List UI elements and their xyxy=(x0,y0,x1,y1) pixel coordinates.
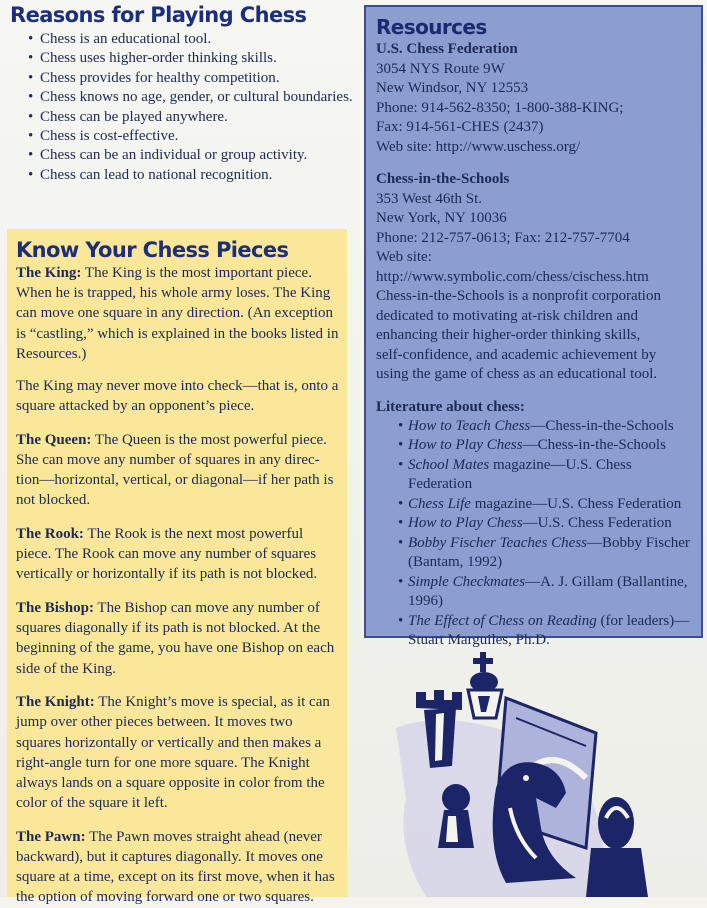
chess-pieces-illustration xyxy=(386,648,676,897)
schools-description: self-confidence, and academic achievement by xyxy=(376,346,657,363)
schools-phone: Phone: 212-757-0613; Fax: 212-757-7704 xyxy=(376,229,630,246)
uscf-contact xyxy=(376,40,691,157)
list-item: • Chess can be an individual or group activity. xyxy=(10,146,360,165)
uscf-fax: Fax: 914-561-CHES (2437) xyxy=(376,119,544,135)
list-item xyxy=(376,612,691,651)
queen-paragraph xyxy=(16,430,339,511)
uscf-name: U.S. Chess Federation xyxy=(376,41,518,57)
list-item xyxy=(376,495,691,515)
king-paragraph xyxy=(16,263,339,364)
rook-text: The Rook is the next most powerful piece. The Rook can move any number of squares vertically or horizontally if its path is not blocked. xyxy=(16,526,318,583)
schools-address-line: 353 West 46th St. xyxy=(376,190,483,207)
knight-label: The Knight: xyxy=(16,694,95,711)
list-item xyxy=(376,514,691,534)
list-item: • Chess is cost-effective. xyxy=(10,127,360,146)
pieces-title: Know Your Chess Pieces xyxy=(16,238,289,262)
list-item: • Chess is an educational tool. xyxy=(10,30,360,49)
schools-website-label: Web site: xyxy=(376,249,432,265)
book-source: —Bobby Fischer (Bantam, 1992) xyxy=(408,534,690,570)
list-item xyxy=(376,534,691,573)
resources-title: Resources xyxy=(376,15,487,39)
bishop-paragraph xyxy=(16,598,339,679)
knight-text: The Knight’s move is special, as it can jump over other pieces between. It moves two squares horizontally or vertically and then makes a right-angle turn for one more square. The Knight always lands on a square opposite in color from the color of the square it left. xyxy=(16,694,330,812)
list-item: • Chess can lead to national recognition. xyxy=(10,166,360,185)
uscf-address-line: New Windsor, NY 12553 xyxy=(376,80,529,96)
book-source: —A. J. Gillam (Ballantine, 1996) xyxy=(408,573,688,609)
resources-panel xyxy=(364,5,703,648)
schools-description: enhancing their higher-order thinking skills, xyxy=(376,327,641,343)
schools-description: Chess-in-the-Schools is a nonprofit corporation xyxy=(376,288,661,304)
pawn-paragraph xyxy=(16,827,339,908)
reasons-list xyxy=(10,30,360,185)
knight-paragraph xyxy=(16,692,339,813)
bishop-text: The Bishop can move any number of squares diagonally if its path is not blocked. At the beginning of the game, you have one Bishop on each side of the King. xyxy=(16,600,335,677)
rook-paragraph xyxy=(16,524,339,585)
book-source: —Chess-in-the-Schools xyxy=(522,437,666,453)
reasons-title: Reasons for Playing Chess xyxy=(10,3,307,27)
queen-text: The Queen is the most powerful piece. She can move any number of squares in any direc-tion—horizontal, vertical, or diagonal—if her path is not blocked. xyxy=(16,431,334,509)
schools-description: using the game of chess as an educational tool. xyxy=(376,366,658,382)
book-title: How to Play Chess xyxy=(408,515,523,531)
chess-pieces-panel xyxy=(7,229,347,906)
book-source: —Chess-in-the-Schools xyxy=(530,417,674,434)
list-item: • Chess can be played anywhere. xyxy=(10,108,360,127)
list-item: • Chess knows no age, gender, or cultural boundaries. xyxy=(10,88,360,107)
book-title: Bobby Fischer Teaches Chess xyxy=(408,534,588,551)
book-source: —U.S. Chess Federation xyxy=(522,515,672,531)
book-title: The Effect of Chess on Reading xyxy=(408,612,597,629)
pawn-label: The Pawn: xyxy=(16,828,86,845)
pawn-icon xyxy=(438,784,474,848)
list-item xyxy=(376,573,691,612)
book-title: School Mates xyxy=(408,456,490,473)
king-text: The King is the most important piece. When he is trapped, his whole army loses. The King can move one square in any direction. (An exception is “castling,” which is explained in the books listed in Resources.) xyxy=(16,265,339,362)
schools-contact xyxy=(376,170,691,385)
list-item xyxy=(376,417,691,437)
literature-title: Literature about chess: xyxy=(376,398,525,415)
uscf-phone: Phone: 914-562-8350; 1-800-388-KING; xyxy=(376,99,624,116)
book-source: magazine—U.S. Chess Federation xyxy=(470,495,682,512)
list-item xyxy=(376,456,691,495)
schools-description: dedicated to motivating at-risk children and xyxy=(376,307,639,324)
queen-label: The Queen: xyxy=(16,431,92,448)
king-check-paragraph: The King may never move into check—that is, onto a square attacked by an opponent’s piece. xyxy=(16,378,339,415)
rook-label: The Rook: xyxy=(16,526,84,543)
book-title: How to Teach Chess xyxy=(408,417,531,434)
schools-website: http://www.symbolic.com/chess/cischess.htm xyxy=(376,268,649,285)
pawn-text: The Pawn moves straight ahead (never backward), but it captures diagonally. It moves one square at a time, except on its first move, when it has the option of moving forward one or two squares. xyxy=(16,828,335,906)
list-item xyxy=(376,436,691,456)
book-source: magazine—U.S. Chess Federation xyxy=(408,456,632,492)
uscf-address-line: 3054 NYS Route 9W xyxy=(376,60,505,77)
uscf-website: Web site: http://www.uschess.org/ xyxy=(376,138,581,155)
schools-name: Chess-in-the-Schools xyxy=(376,171,510,187)
schools-address-line: New York, NY 10036 xyxy=(376,210,507,226)
book-title: Simple Checkmates xyxy=(408,573,526,590)
bishop-label: The Bishop: xyxy=(16,600,94,617)
king-icon xyxy=(468,652,502,718)
king-label: The King: xyxy=(16,265,82,281)
literature-list xyxy=(376,417,691,651)
list-item: • Chess provides for healthy competition. xyxy=(10,69,360,88)
list-item: • Chess uses higher-order thinking skills. xyxy=(10,49,360,68)
reasons-section xyxy=(10,3,360,185)
book-source: (for leaders)—Stuart Marguiles, Ph.D. xyxy=(408,612,690,648)
book-title: Chess Life xyxy=(408,495,471,512)
book-title: How to Play Chess xyxy=(408,437,523,453)
